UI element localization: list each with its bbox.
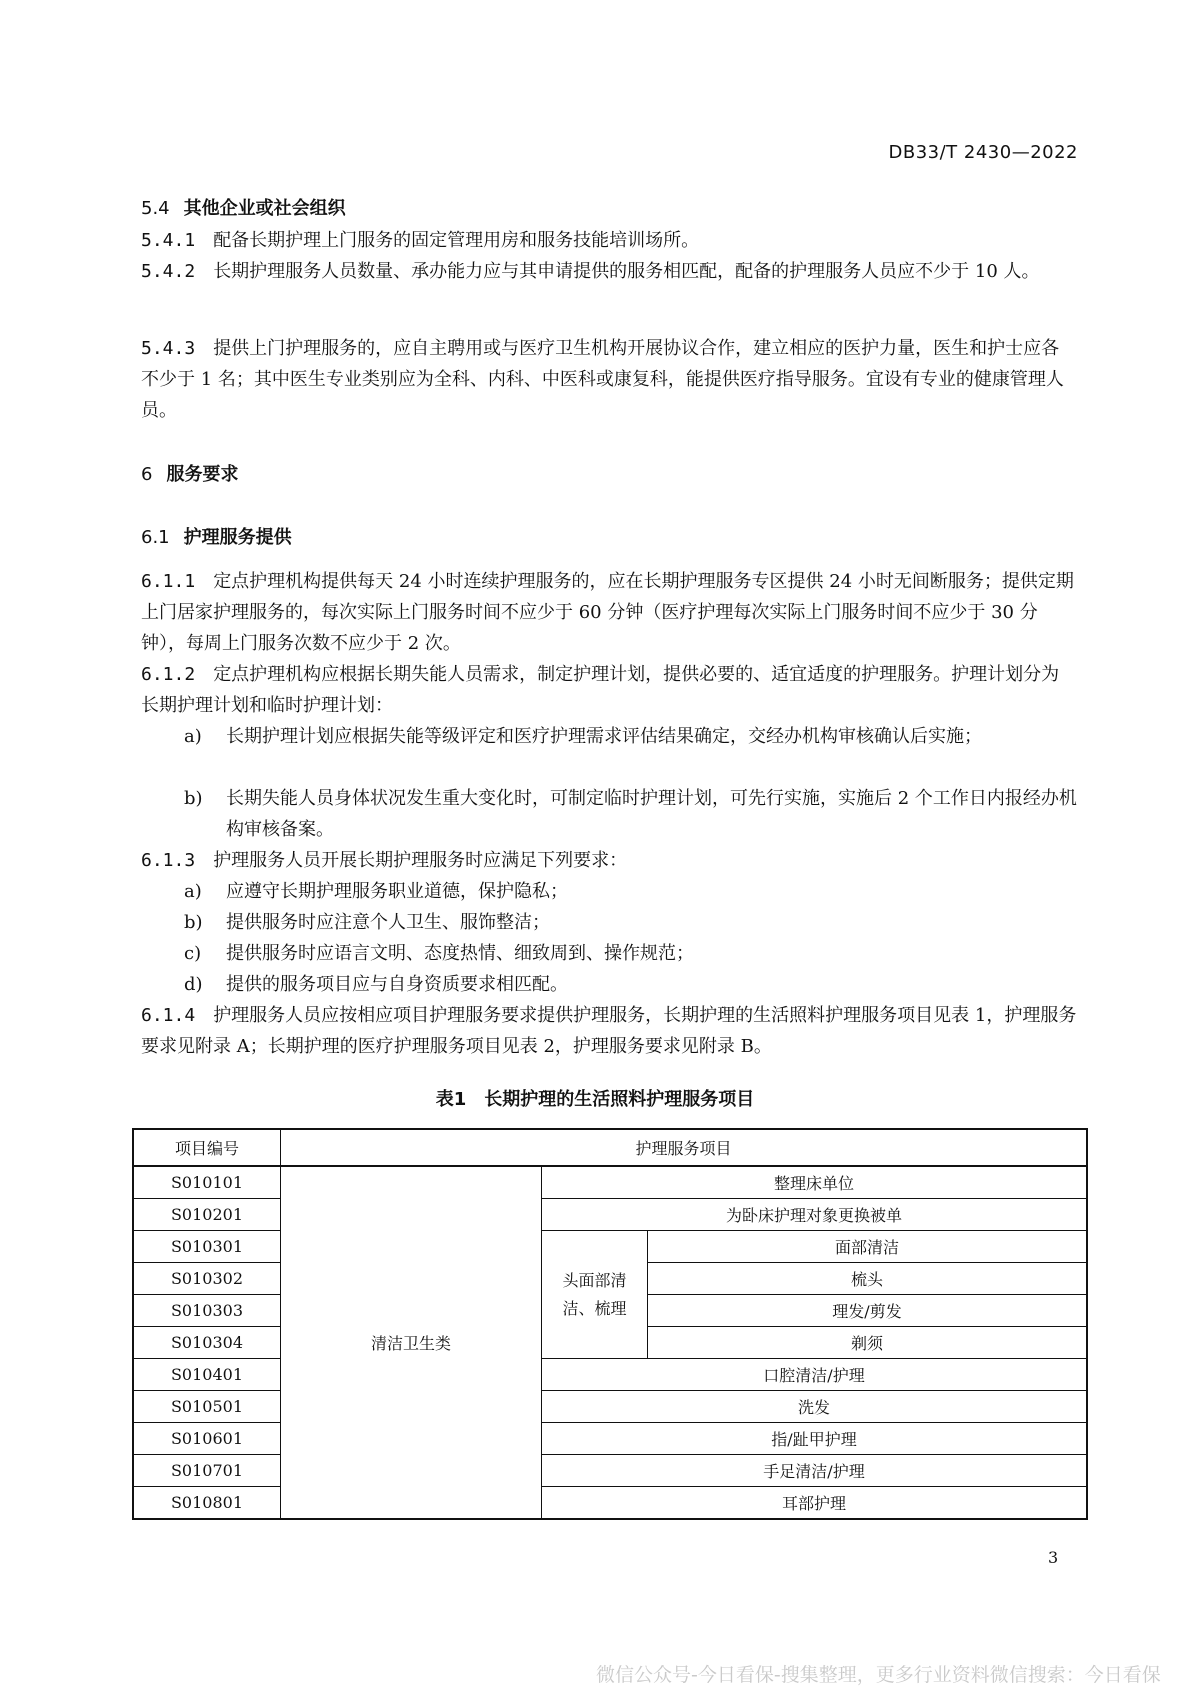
list-item-text: 应遵守长期护理服务职业道德，保护隐私； bbox=[226, 881, 568, 902]
item-code: S010501 bbox=[133, 1391, 281, 1423]
service-items-table bbox=[132, 1128, 1088, 1520]
subgroup-label: 头面部清洁、梳理 bbox=[562, 1270, 627, 1318]
list-item-text: 提供服务时应注意个人卫生、服饰整洁； bbox=[226, 912, 550, 933]
item-code: S010701 bbox=[133, 1455, 281, 1487]
section-5-4-heading bbox=[141, 194, 346, 220]
clause-5-4-3 bbox=[141, 333, 1077, 426]
list-item-text: 提供的服务项目应与自身资质要求相匹配。 bbox=[226, 974, 568, 995]
item-name: 理发/剪发 bbox=[648, 1295, 1088, 1327]
list-item-a bbox=[184, 721, 1077, 752]
clause-text: 配备长期护理上门服务的固定管理用房和服务技能培训场所。 bbox=[213, 230, 700, 251]
clause-number: 5.4.2 bbox=[141, 261, 196, 282]
clause-text: 提供上门护理服务的，应自主聘用或与医疗卫生机构开展协议合作，建立相应的医护力量，医生和护士应各不少于 1 名；其中医生专业类别应为全科、内科、中医科或康复科，能提供医疗指导服务。宜设有专业的健康管理人员。 bbox=[141, 338, 1064, 421]
clause-number: 5.4.1 bbox=[141, 230, 196, 251]
standard-code: DB33/T 2430—2022 bbox=[888, 142, 1078, 163]
clause-text: 护理服务人员开展长期护理服务时应满足下列要求： bbox=[213, 850, 628, 871]
clause-number: 6.1.4 bbox=[141, 1005, 196, 1026]
clause-number: 5.4.3 bbox=[141, 338, 196, 359]
list-marker: a) bbox=[184, 881, 202, 902]
subgroup-cell bbox=[542, 1231, 648, 1359]
table-caption bbox=[0, 1085, 1190, 1111]
table-row bbox=[133, 1455, 1087, 1487]
clause-number: 6.1.2 bbox=[141, 664, 196, 685]
clause-text: 定点护理机构提供每天 24 小时连续护理服务的，应在长期护理服务专区提供 24 小时无间断服务；提供定期上门居家护理服务的，每次实际上门服务时间不应少于 60 分钟（医疗护理每次实际上门服务时间不应少于 30 分钟），每周上门服务次数不应少于 2 次。 bbox=[141, 571, 1074, 654]
list-item-a bbox=[184, 876, 1077, 907]
clause-text: 长期护理服务人员数量、承办能力应与其申请提供的服务相匹配，配备的护理服务人员应不少于 10 人。 bbox=[213, 261, 1040, 282]
item-code: S010201 bbox=[133, 1199, 281, 1231]
table-row bbox=[133, 1391, 1087, 1423]
item-code: S010401 bbox=[133, 1359, 281, 1391]
table-row bbox=[133, 1359, 1087, 1391]
section-title: 服务要求 bbox=[166, 464, 239, 485]
item-code: S010101 bbox=[133, 1166, 281, 1199]
clause-text: 定点护理机构应根据长期失能人员需求，制定护理计划，提供必要的、适宜适度的护理服务。护理计划分为长期护理计划和临时护理计划： bbox=[141, 664, 1060, 716]
clause-text: 护理服务人员应按相应项目护理服务要求提供护理服务，长期护理的生活照料护理服务项目见表 1，护理服务要求见附录 A；长期护理的医疗护理服务项目见表 2，护理服务要求见附录 B。 bbox=[141, 1005, 1077, 1057]
item-name: 指/趾甲护理 bbox=[542, 1423, 1088, 1455]
item-name: 面部清洁 bbox=[648, 1231, 1088, 1263]
list-marker: b) bbox=[184, 912, 203, 933]
clause-6-1-1 bbox=[141, 566, 1077, 659]
item-name: 梳头 bbox=[648, 1263, 1088, 1295]
list-item-c bbox=[184, 938, 1077, 969]
category-cell: 清洁卫生类 bbox=[281, 1166, 542, 1519]
section-6-heading bbox=[141, 460, 238, 486]
header-item: 护理服务项目 bbox=[281, 1129, 1088, 1166]
table-header-row bbox=[133, 1129, 1087, 1166]
table-row bbox=[133, 1423, 1087, 1455]
clause-6-1-4 bbox=[141, 1000, 1077, 1062]
list-item-text: 长期护理计划应根据失能等级评定和医疗护理需求评估结果确定，交经办机构审核确认后实施； bbox=[226, 726, 982, 747]
list-item-b bbox=[184, 907, 1077, 938]
list-item-text: 提供服务时应语言文明、态度热情、细致周到、操作规范； bbox=[226, 943, 694, 964]
item-code: S010303 bbox=[133, 1295, 281, 1327]
section-number: 6.1 bbox=[141, 527, 170, 548]
table-row bbox=[133, 1231, 1087, 1263]
item-name: 耳部护理 bbox=[542, 1487, 1088, 1520]
item-code: S010801 bbox=[133, 1487, 281, 1520]
item-code: S010601 bbox=[133, 1423, 281, 1455]
header-code: 项目编号 bbox=[133, 1129, 281, 1166]
table-row bbox=[133, 1166, 1087, 1199]
item-name: 整理床单位 bbox=[542, 1166, 1088, 1199]
list-marker: d) bbox=[184, 974, 203, 995]
list-marker: b) bbox=[184, 788, 203, 809]
item-name: 洗发 bbox=[542, 1391, 1088, 1423]
clause-number: 6.1.3 bbox=[141, 850, 196, 871]
item-name: 手足清洁/护理 bbox=[542, 1455, 1088, 1487]
table-row bbox=[133, 1487, 1087, 1520]
clause-6-1-3 bbox=[141, 845, 1077, 876]
clause-number: 6.1.1 bbox=[141, 571, 196, 592]
clause-6-1-2 bbox=[141, 659, 1077, 721]
item-name: 剃须 bbox=[648, 1327, 1088, 1359]
table-number: 表1 bbox=[435, 1089, 467, 1110]
item-code: S010304 bbox=[133, 1327, 281, 1359]
item-code: S010301 bbox=[133, 1231, 281, 1263]
section-title: 护理服务提供 bbox=[183, 527, 292, 548]
section-6-1-heading bbox=[141, 523, 292, 549]
list-item-b bbox=[184, 783, 1077, 845]
list-item-text: 长期失能人员身体状况发生重大变化时，可制定临时护理计划，可先行实施，实施后 2 个工作日内报经办机构审核备案。 bbox=[226, 788, 1077, 840]
item-code: S010302 bbox=[133, 1263, 281, 1295]
item-name: 为卧床护理对象更换被单 bbox=[542, 1199, 1088, 1231]
section-number: 6 bbox=[141, 464, 153, 485]
section-number: 5.4 bbox=[141, 198, 170, 219]
table-title: 长期护理的生活照料护理服务项目 bbox=[484, 1089, 755, 1110]
section-title: 其他企业或社会组织 bbox=[183, 198, 346, 219]
clause-5-4-1 bbox=[141, 225, 1077, 256]
list-marker: a) bbox=[184, 726, 202, 747]
page-number: 3 bbox=[1048, 1548, 1059, 1567]
list-marker: c) bbox=[184, 943, 202, 964]
table-row bbox=[133, 1199, 1087, 1231]
item-name: 口腔清洁/护理 bbox=[542, 1359, 1088, 1391]
watermark-text: 微信公众号-今日看保-搜集整理，更多行业资料微信搜索：今日看保 bbox=[596, 1664, 1161, 1686]
clause-5-4-2 bbox=[141, 256, 1077, 287]
list-item-d bbox=[184, 969, 1077, 1000]
